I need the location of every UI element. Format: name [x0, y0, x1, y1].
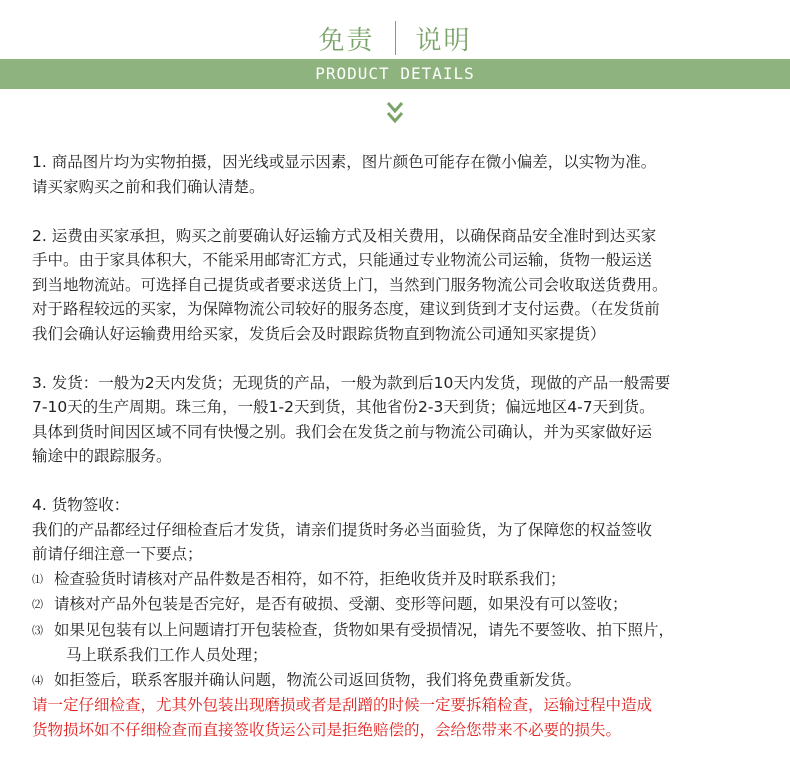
item-text: 如果见包装有以上问题请打开包装检查，货物如果有受损情况，请先不要签收、拍下照片， — [54, 620, 675, 639]
item-number: ⑶ — [32, 623, 43, 637]
item-number: ⑵ — [32, 598, 43, 611]
list-item — [32, 668, 777, 694]
s2-line3: 到当地物流站。可选择自己提货或者要求送货上门，当然到门服务物流公司会收取送货费用。 — [32, 275, 668, 294]
warning-line1: 请一定仔细检查，尤其外包装出现磨损或者是刮蹭的时候一定要拆箱检查，运输过程中造成 — [32, 696, 653, 714]
s1-line1: 1. 商品图片均为实物拍摄，因光线或显示因素，图片颜色可能存在微小偏差，以实物为准。 — [32, 153, 657, 171]
product-details-banner: PRODUCT DETAILS — [0, 59, 790, 89]
s3-line1: 3. 发货：一般为2天内发货；无现货的产品，一般为款到后10天内发货，现做的产品一般需要 — [32, 373, 671, 392]
item-text: 请核对产品外包装是否完好，是否有破损、受潮、变形等问题，如果没有可以签收； — [54, 595, 628, 613]
page-title — [0, 18, 790, 58]
item-text: 检查验货时请核对产品件数是否相符，如不符，拒绝收货并及时联系我们； — [54, 569, 566, 588]
s3-line4: 输途中的跟踪服务。 — [32, 447, 172, 465]
s2-line5: 我们会确认好运输费用给买家，发货后会及时跟踪货物直到物流公司通知买家提货） — [32, 324, 606, 343]
s4-intro2: 前请仔细注意一下要点； — [32, 545, 203, 563]
s2-line1: 2. 运费由买家承担，购买之前要确认好运输方式及相关费用，以确保商品安全准时到达买家 — [32, 226, 657, 245]
title-right: 说明 — [415, 25, 472, 56]
s4-heading: 4. 货物签收： — [32, 496, 130, 514]
item-text: 如拒签后，联系客服并确认问题，物流公司返回货物，我们将免费重新发货。 — [54, 670, 582, 689]
item3-continuation: 马上联系我们工作人员处理； — [66, 646, 268, 664]
item-number: ⑷ — [32, 673, 43, 687]
s3-line2: 7-10天的生产周期。珠三角，一般1-2天到货，其他省份2-3天到货；偏远地区4-7天到货。 — [32, 398, 655, 416]
s3-line3: 具体到货时间因区域不同有快慢之别。我们会在发货之前与物流公司确认，并为买家做好运 — [32, 422, 653, 441]
list-item — [32, 567, 777, 593]
list-item — [32, 618, 777, 644]
list-item — [32, 592, 777, 618]
s1-line2: 请买家购买之前和我们确认清楚。 — [32, 177, 265, 196]
disclaimer-content — [32, 150, 777, 742]
title-left: 免责 — [318, 25, 375, 56]
s2-line2: 手中。由于家具体积大，不能采用邮寄汇方式，只能通过专业物流公司运输，货物一般运送 — [32, 251, 653, 269]
title-divider — [395, 21, 396, 55]
warning-line2: 货物损坏如不仔细检查而直接签收货运公司是拒绝赔偿的，会给您带来不必要的损失。 — [32, 720, 622, 739]
s4-intro1: 我们的产品都经过仔细检查后才发货，请亲们提货时务必当面验货，为了保障您的权益签收 — [32, 520, 653, 539]
item-number: ⑴ — [32, 572, 43, 586]
s2-line4: 对于路程较远的买家，为保障物流公司较好的服务态度，建议到货到才支付运费。（在发货前 — [32, 300, 660, 318]
double-chevron-down-icon — [386, 100, 404, 128]
